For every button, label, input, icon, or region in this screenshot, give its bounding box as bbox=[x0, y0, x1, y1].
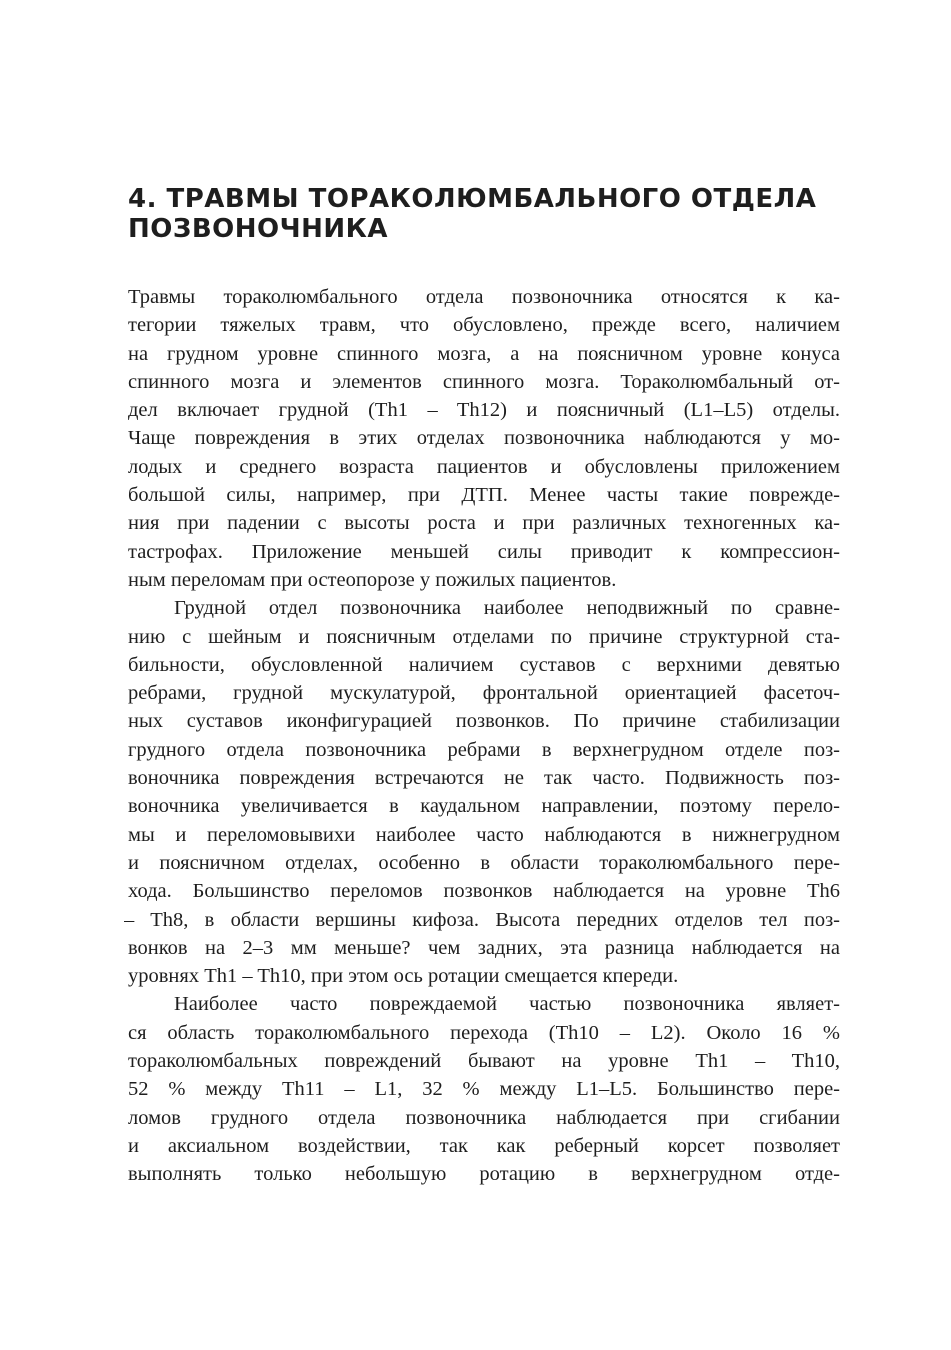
text-line: тегории тяжелых травм, что обусловлено, прежде всего, наличием bbox=[128, 314, 840, 337]
text-line: – Th8, в области вершины кифоза. Высота передних отделов тел поз- bbox=[124, 908, 840, 931]
text-line: уровнях Th1 – Th10, при этом ось ротации смещается кпереди. bbox=[128, 965, 679, 988]
text-line: спинного мозга и элементов спинного мозга. Тораколюмбальный от- bbox=[128, 370, 840, 393]
text-line: тастрофах. Приложение меньшей силы приводит к компрессион- bbox=[128, 540, 840, 563]
text-line: мы и переломовывихи наиболее часто наблюдаются в нижнегрудном bbox=[128, 823, 840, 846]
text-line: ребрами, грудной мускулатурой, фронтальной ориентацией фасеточ- bbox=[128, 682, 840, 705]
text-line: тораколюмбальных повреждений бывают на уровне Th1 – Th10, bbox=[128, 1050, 840, 1073]
text-line: большой силы, например, при ДТП. Менее часты такие поврежде- bbox=[128, 484, 840, 507]
text-line: лодых и среднего возраста пациентов и обусловлены приложением bbox=[128, 455, 840, 478]
text-line: на грудном уровне спинного мозга, а на поясничном уровне конуса bbox=[128, 342, 840, 365]
text-line: ния при падении с высоты роста и при различных техногенных ка- bbox=[128, 512, 840, 535]
text-line: и аксиальном воздействии, так как реберный корсет позволяет bbox=[128, 1134, 840, 1157]
text-line: грудного отдела позвоночника ребрами в верхнегрудном отделе поз- bbox=[128, 738, 840, 761]
paragraph-2 bbox=[124, 594, 840, 990]
text-line: и поясничном отделах, особенно в области тораколюмбального пере- bbox=[128, 851, 840, 874]
text-line: выполнять только небольшую ротацию в верхнегрудном отде- bbox=[128, 1163, 840, 1186]
text-line: нию с шейным и поясничным отделами по причине структурной ста- bbox=[128, 625, 840, 648]
text-line: Наиболее часто повреждаемой частью позвоночника являет- bbox=[174, 993, 840, 1016]
chapter-title bbox=[128, 184, 848, 244]
text-line: Травмы тораколюмбального отдела позвоночника относятся к ка- bbox=[128, 286, 840, 308]
body-text bbox=[124, 283, 840, 1189]
chapter-title-line: ПОЗВОНОЧНИКА bbox=[128, 214, 389, 244]
text-line: Чаще повреждения в этих отделах позвоночника наблюдаются у мо- bbox=[128, 427, 840, 450]
text-line: воночника увеличивается в каудальном направлении, поэтому перело- bbox=[128, 795, 840, 818]
text-line: воночника повреждения встречаются не так часто. Подвижность поз- bbox=[128, 767, 840, 790]
text-line: ломов грудного отдела позвоночника наблюдается при сгибании bbox=[128, 1106, 840, 1129]
text-line: хода. Большинство переломов позвонков наблюдается на уровне Th6 bbox=[128, 880, 840, 903]
text-line: Грудной отдел позвоночника наиболее неподвижный по сравне- bbox=[174, 597, 840, 620]
paragraph-1 bbox=[128, 283, 840, 594]
text-line: ным переломам при остеопорозе у пожилых пациентов. bbox=[128, 568, 617, 591]
text-line: ся область тораколюмбального перехода (Th10 – L2). Около 16 % bbox=[128, 1021, 840, 1044]
text-line: ных суставов иконфигурацией позвонков. По причине стабилизации bbox=[128, 710, 840, 733]
text-line: вонков на 2–3 мм меньше? чем задних, эта разница наблюдается на bbox=[128, 936, 840, 959]
text-line: дел включает грудной (Th1 – Th12) и поясничный (L1–L5) отделы. bbox=[128, 399, 840, 422]
chapter-title-line: 4. ТРАВМЫ ТОРАКОЛЮМБАЛЬНОГО ОТДЕЛА bbox=[128, 184, 817, 214]
text-line: бильности, обусловленной наличием суставов с верхними девятью bbox=[128, 653, 840, 676]
text-line: 52 % между Th11 – L1, 32 % между L1–L5. Большинство пере- bbox=[128, 1078, 840, 1101]
paragraph-3 bbox=[128, 990, 840, 1188]
